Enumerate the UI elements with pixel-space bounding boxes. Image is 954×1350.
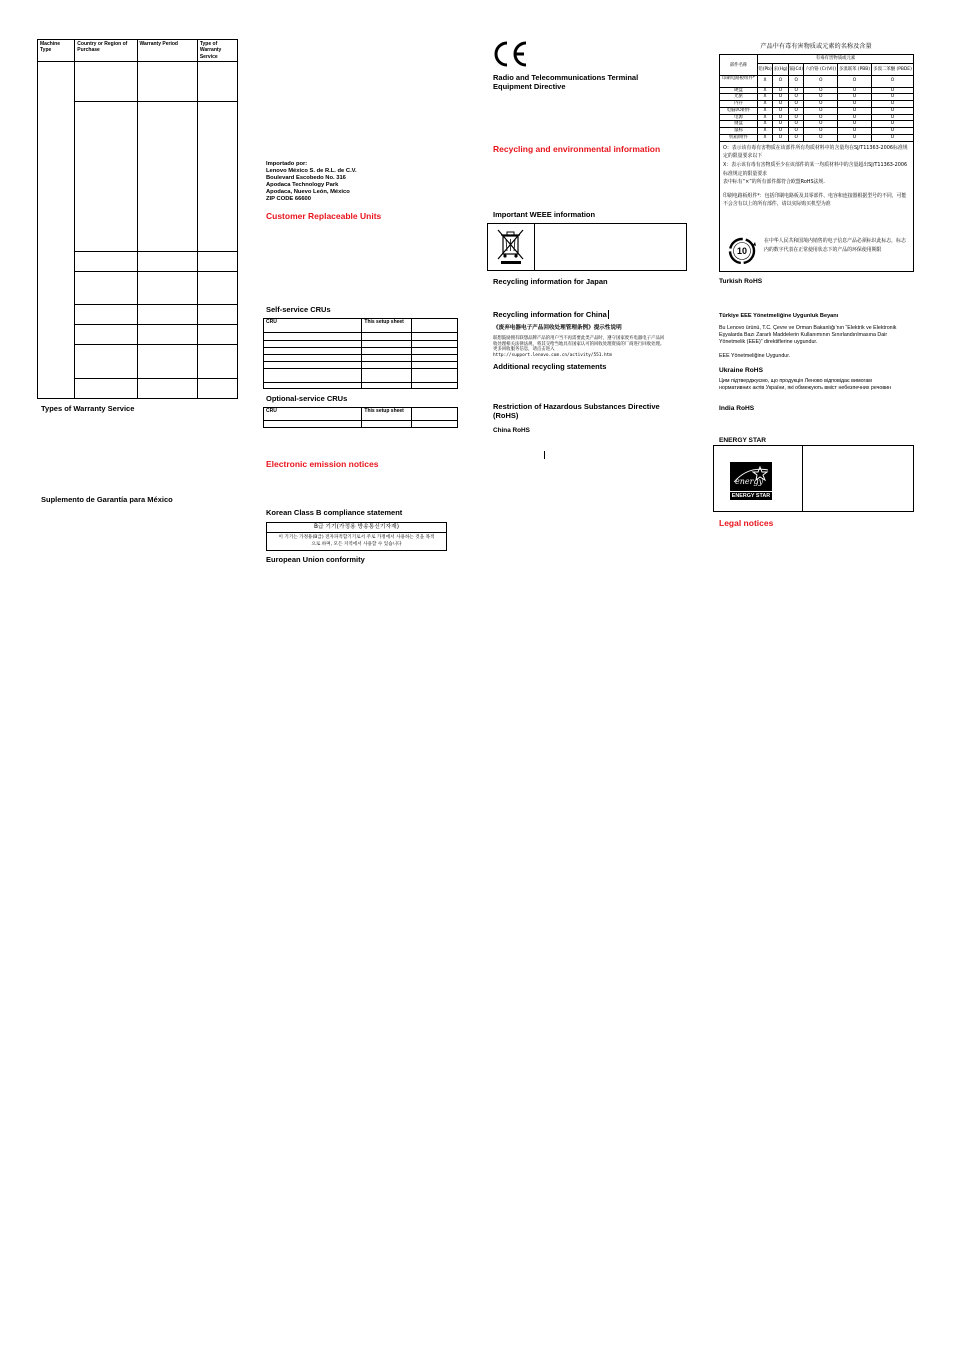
table-cell	[137, 345, 197, 379]
rohs-table-row	[720, 107, 913, 114]
china-recycling-body: 联想鼓励拥有联想品牌产品的用户当不再需要此类产品时，遵守国家废弃电器电子产品回收处理相关法律法规，将其交给当地具有国家认可的回收处理资质的厂商进行回收处理。更多回收服务信息，请点击进入	[493, 336, 665, 353]
rohs-notes	[720, 142, 913, 209]
table-cell	[264, 341, 362, 348]
china-recycling-url[interactable]: http://support.lenovo.com.cn/activity/551.htm	[493, 352, 612, 358]
turkish-body: Bu Lenovo ürünü, T.C. Çevre ve Orman Bakanlığı’nın “Elektrik ve Elektronik Eşyalarda Bazı Zararlı Maddelerin Kullanımının Sınırlandırılmasına Dair Yönetmelik (EEE)” direktiflerine uygundur.	[719, 325, 897, 346]
optional-cru-table	[263, 407, 458, 428]
rohs-mark-cell: X	[758, 87, 773, 94]
cru-col-header: CRU	[264, 319, 362, 333]
rohs-table-row	[720, 94, 913, 101]
rohs-mark-cell: O	[837, 75, 871, 87]
korean-statement-body: 이 기기는 가정용(B급) 전자파적합기기로서 주로 가정에서 사용하는 것을 목적으로 하며, 모든 지역에서 사용할 수 있습니다	[278, 535, 435, 547]
table-cell	[75, 252, 137, 272]
rohs-mark-cell: O	[773, 75, 789, 87]
india-rohs-heading: India RoHS	[719, 405, 755, 412]
rohs-mark-cell: O	[788, 135, 804, 142]
table-cell	[197, 62, 237, 102]
self-service-cru-heading: Self-service CRUs	[266, 305, 331, 314]
rohs-part-cell: 光驱	[720, 94, 758, 101]
rtte-directive-heading: Radio and Telecommunications Terminal Equipment Directive	[493, 73, 639, 91]
turkish-title: Türkiye EEE Yönetmeliğine Uygunluk Beyanı	[719, 313, 839, 319]
rohs-part-cell: 硬盘	[720, 87, 758, 94]
rohs-mark-cell: O	[804, 94, 838, 101]
rohs-mark-cell: O	[871, 114, 913, 121]
table-cell	[137, 305, 197, 325]
weee-box	[487, 223, 687, 271]
rohs-mark-cell: O	[773, 121, 789, 128]
china-recycling-heading	[493, 310, 609, 319]
table-cell	[362, 355, 412, 362]
table-cell	[197, 102, 237, 252]
rohs-table-body	[720, 75, 913, 141]
ukraine-rohs-body: Цим підтверджуємо, що продукція Леново відповідає вимогам нормативних актів України, які обмежують вміст небезпечних речовин	[719, 378, 892, 392]
import-address	[266, 161, 357, 202]
china-rohs-box	[719, 54, 914, 272]
rohs-mark-cell: O	[788, 87, 804, 94]
rohs-mark-cell: O	[788, 101, 804, 108]
ukraine-rohs-heading: Ukraine RoHS	[719, 367, 763, 374]
rohs-part-cell: 键盘	[720, 121, 758, 128]
rohs-mark-cell: O	[871, 121, 913, 128]
table-cell	[197, 325, 237, 345]
table-cell	[264, 348, 362, 355]
rohs-note-pcb: 印刷电路板组件*：包括印刷电路板及其零部件、电容和连接器根据型号的不同，可能不会含有以上的所有部件，请以实际购买机型为准	[723, 192, 907, 208]
korean-statement-box	[266, 522, 447, 551]
rohs-mark-cell: O	[804, 75, 838, 87]
rohs-table-row	[720, 87, 913, 94]
rohs-part-cell: 电脑I/O附件	[720, 107, 758, 114]
mexico-supplement-heading: Suplemento de Garantía para México	[41, 495, 173, 504]
china-rohs-heading: China RoHS	[493, 427, 530, 434]
substance-header: 多溴联苯 (PBB)	[837, 63, 871, 75]
self-cru-table	[263, 318, 458, 389]
rohs-part-cell: 机箱/附件	[720, 135, 758, 142]
self-cru-table-wrap	[263, 318, 458, 389]
table-cell	[264, 383, 362, 389]
china-rohs-table	[720, 55, 913, 142]
rohs-mark-cell: O	[804, 128, 838, 135]
rohs-table-row	[720, 75, 913, 87]
rohs-mark-cell: O	[773, 114, 789, 121]
rohs-heading: Restriction of Hazardous Substances Directive (RoHS)	[493, 402, 660, 420]
rohs-mark-cell: O	[804, 87, 838, 94]
energy-star-logo-cell	[714, 446, 803, 511]
rohs-mark-cell: O	[773, 94, 789, 101]
epup-text: 在中华人民共和国境内销售的电子信息产品必须标识此标志，标志内的数字代表在正常使用状态下的产品的环保使用期限	[764, 238, 906, 253]
table-cell	[362, 341, 412, 348]
table-cell	[75, 325, 137, 345]
rohs-table-row	[720, 128, 913, 135]
table-cell	[412, 362, 458, 369]
import-line: ZIP CODE 66600	[266, 195, 312, 202]
rohs-mark-cell: O	[804, 121, 838, 128]
energy-star-box	[713, 445, 914, 512]
crossed-bin-icon	[488, 224, 534, 270]
rohs-mark-cell: O	[837, 107, 871, 114]
stray-vertical-mark	[544, 451, 545, 459]
optional-service-cru-heading: Optional-service CRUs	[266, 394, 348, 403]
table-cell	[362, 333, 412, 341]
table-cell	[75, 379, 137, 399]
energy-star-label: ENERGY STAR	[731, 493, 771, 499]
rohs-mark-cell: O	[871, 128, 913, 135]
table-cell	[264, 333, 362, 341]
weee-icon-cell	[488, 224, 535, 270]
rohs-mark-cell: O	[773, 101, 789, 108]
table-cell	[197, 252, 237, 272]
rohs-mark-cell: X	[758, 114, 773, 121]
rohs-mark-cell: O	[788, 75, 804, 87]
table-cell	[137, 252, 197, 272]
table-cell	[264, 355, 362, 362]
rohs-mark-cell: O	[804, 101, 838, 108]
table-cell	[264, 362, 362, 369]
substance-header: 汞(Hg)	[773, 63, 789, 75]
table-cell	[412, 341, 458, 348]
energy-star-heading: ENERGY STAR	[719, 437, 767, 444]
cru-heading: Customer Replaceable Units	[266, 211, 382, 221]
rohs-mark-cell: O	[804, 107, 838, 114]
rohs-part-cell: 鼠标	[720, 128, 758, 135]
rohs-part-cell: 内存	[720, 101, 758, 108]
additional-recycling-heading: Additional recycling statements	[493, 362, 607, 371]
table-cell	[412, 369, 458, 383]
turkish-rohs-block	[719, 313, 909, 360]
table-cell	[197, 272, 237, 305]
table-cell	[137, 325, 197, 345]
table-cell	[137, 272, 197, 305]
rohs-mark-cell: O	[837, 135, 871, 142]
table-cell	[362, 369, 412, 383]
rohs-mark-cell: X	[758, 135, 773, 142]
table-cell	[197, 379, 237, 399]
rohs-mark-cell: O	[773, 128, 789, 135]
ce-mark-icon	[493, 40, 529, 68]
ce-mark-logo	[493, 40, 529, 73]
energy-star-icon	[730, 462, 772, 492]
substance-header: 六价铬 (Cr(VI))	[804, 63, 838, 75]
table-cell	[362, 348, 412, 355]
rohs-note-mark: 表中标有“×”的所有部件都符合欧盟RoHS法规.	[723, 179, 825, 186]
text-cursor	[608, 310, 609, 319]
rohs-mark-cell: O	[837, 87, 871, 94]
rohs-mark-cell: O	[871, 87, 913, 94]
rohs-mark-cell: O	[871, 75, 913, 87]
china-recycling-heading-text: Recycling information for China	[493, 310, 607, 319]
rohs-table-row	[720, 101, 913, 108]
rohs-mark-cell: O	[871, 135, 913, 142]
rohs-note-x: X：表示该有毒有害物质至少在该部件的某一均质材料中的含量超出SJ/T11363-2006标准规定的限量要求	[723, 162, 908, 177]
rohs-mark-cell: O	[788, 94, 804, 101]
rohs-mark-cell: X	[758, 121, 773, 128]
import-line: Lenovo México S. de R.L. de C.V.	[266, 167, 357, 174]
import-line: Apodaca, Nuevo León, México	[266, 188, 350, 195]
table-cell	[197, 345, 237, 379]
table-cell	[412, 319, 458, 333]
warranty-header-period: Warranty Period	[137, 40, 197, 62]
cru-col-header: CRU	[264, 408, 362, 421]
warranty-header-service-type: Type of Warranty Service	[197, 40, 237, 62]
table-cell	[362, 362, 412, 369]
optional-cru-table-wrap	[263, 407, 458, 428]
rohs-mark-cell: O	[837, 121, 871, 128]
turkish-line2: EEE Yönetmeliğine Uygundur.	[719, 352, 791, 359]
rohs-mark-cell: X	[758, 101, 773, 108]
recycling-heading: Recycling and environmental information	[493, 144, 661, 154]
table-cell	[412, 421, 458, 428]
table-cell	[412, 383, 458, 389]
table-cell	[412, 355, 458, 362]
rohs-mark-cell: O	[773, 135, 789, 142]
table-cell	[137, 102, 197, 252]
rohs-mark-cell: O	[788, 128, 804, 135]
warranty-machine-cell	[38, 62, 75, 399]
rohs-mark-cell: O	[788, 107, 804, 114]
rohs-mark-cell: O	[871, 94, 913, 101]
rohs-mark-cell: O	[788, 114, 804, 121]
table-cell	[264, 421, 362, 428]
substance-header: 多溴二苯醚 (PBDE)	[871, 63, 913, 75]
types-warranty-heading: Types of Warranty Service	[41, 404, 135, 413]
table-cell	[75, 272, 137, 305]
table-cell	[362, 421, 412, 428]
substance-header: 镉(Cd)	[788, 63, 804, 75]
table-cell	[75, 305, 137, 325]
table-cell	[197, 305, 237, 325]
rohs-mark-cell: O	[837, 101, 871, 108]
rohs-table-row	[720, 135, 913, 142]
table-cell	[412, 348, 458, 355]
korean-statement-title: B급 기기(가정용 방송통신기자재)	[267, 523, 446, 533]
rohs-mark-cell: O	[871, 101, 913, 108]
warranty-table-wrap	[37, 39, 238, 399]
energy-star-logo	[730, 462, 772, 500]
rohs-mark-cell: O	[837, 114, 871, 121]
table-cell	[362, 383, 412, 389]
warranty-table	[37, 39, 238, 399]
setup-col-header: This setup sheet	[362, 408, 412, 421]
korean-heading: Korean Class B compliance statement	[266, 508, 403, 517]
epup-row	[723, 237, 910, 265]
turkish-rohs-heading: Turkish RoHS	[719, 278, 763, 285]
japan-recycling-heading: Recycling information for Japan	[493, 277, 608, 286]
rohs-mark-cell: X	[758, 75, 773, 87]
rohs-mark-cell: X	[758, 107, 773, 114]
eu-conformity-heading: European Union conformity	[266, 555, 365, 564]
rohs-mark-cell: X	[758, 94, 773, 101]
rohs-mark-cell: O	[788, 121, 804, 128]
rohs-mark-cell: O	[837, 128, 871, 135]
rohs-mark-cell: O	[871, 107, 913, 114]
table-cell	[75, 62, 137, 102]
substance-header: 铅(Pb)	[758, 63, 773, 75]
rohs-table-title: 产品中有毒有害物质或元素的名称及含量	[760, 43, 872, 50]
rohs-part-cell: 印刷电路板组件*	[720, 75, 758, 87]
warranty-header-machine-type: Machine Type	[38, 40, 75, 62]
import-line: Boulevard Escobedo No. 316	[266, 174, 346, 181]
rohs-mark-cell: O	[837, 94, 871, 101]
epup-number: 10	[736, 246, 747, 256]
table-cell	[412, 333, 458, 341]
table-cell	[412, 408, 458, 421]
table-cell	[264, 369, 362, 383]
rohs-note-o: O：表示该有毒有害物质在该部件所有均质材料中的含量均在SJ/T11363-2006标准规定的限量要求以下	[723, 144, 908, 160]
china-recycling-title: 《废弃电器电子产品回收处理管理条例》提示性说明	[493, 325, 622, 331]
rohs-mark-cell: X	[758, 128, 773, 135]
rohs-table-row	[720, 114, 913, 121]
table-cell	[137, 379, 197, 399]
legal-notices-heading: Legal notices	[719, 518, 774, 528]
rohs-mark-cell: O	[804, 135, 838, 142]
rohs-mark-cell: O	[773, 107, 789, 114]
import-line: Importado por:	[266, 161, 308, 167]
table-cell	[75, 345, 137, 379]
substance-group-header: 有毒有害物质或元素	[758, 55, 914, 63]
rohs-mark-cell: O	[804, 114, 838, 121]
rohs-table-row	[720, 121, 913, 128]
table-cell	[137, 62, 197, 102]
setup-col-header: This setup sheet	[362, 319, 412, 333]
weee-heading: Important WEEE information	[493, 210, 596, 219]
table-cell	[75, 102, 137, 252]
part-name-header: 部件名称	[720, 55, 758, 75]
emission-heading: Electronic emission notices	[266, 459, 379, 469]
rohs-part-cell: 电源	[720, 114, 758, 121]
energy-script: energy	[735, 477, 764, 486]
rohs-mark-cell: O	[773, 87, 789, 94]
import-line: Apodaca Technology Park	[266, 181, 339, 188]
warranty-header-country: Country or Region of Purchase	[75, 40, 137, 62]
china-recycling-body-wrap	[493, 336, 665, 358]
